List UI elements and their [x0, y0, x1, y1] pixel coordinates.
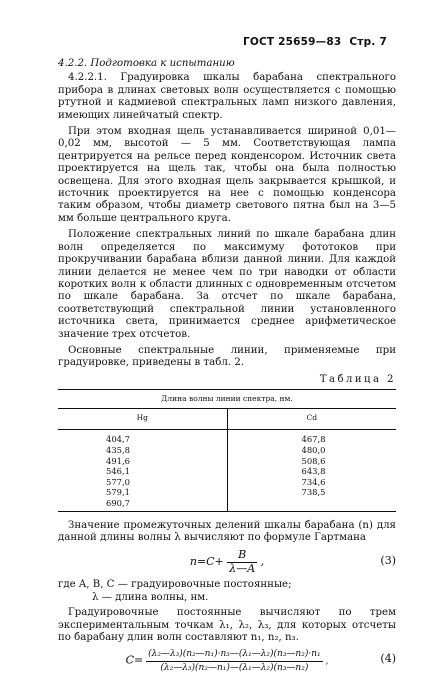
- table-cell: 690,7: [106, 497, 130, 508]
- table-cell: 480,0: [301, 444, 326, 455]
- paragraph: Градуировочные постоянные вычисляют по трем экспериментальным точкам λ₁, λ₂, λ₃, для которых отсчеты по барабану длин волн составляют n₁, n₂, n₃.: [58, 607, 396, 643]
- equation-number: (4): [380, 652, 396, 666]
- standard-number: ГОСТ 25659—83: [242, 36, 342, 48]
- paragraph: Положение спектральных линий по шкале барабана длин волн определяется по максимуму фототоков при прокручивании барабана вблизи данной линии. Для каждой линии делается не менее чем по три наводки от области коротких волн к области длинных с одновременным отсчетом по шкале барабана. За отсчет по шкале барабана, соответствующий спектральной линии установленного источника света, принимается среднее арифметическое значение трех отсчетов.: [58, 229, 396, 340]
- formula-tail: ,: [325, 656, 329, 667]
- formula-fraction: [227, 549, 257, 575]
- formula-tail: ,: [260, 555, 265, 569]
- formula-constant-c: [58, 648, 396, 672]
- fraction-numerator: (λ₂—λ₃)(n₂—n₁)·n₃—(λ₁—λ₂)(n₃—n₂)·n₁: [146, 648, 323, 661]
- wavelength-table: [58, 389, 396, 511]
- fraction-numerator: B: [227, 549, 257, 562]
- page-label: Стр.: [349, 36, 376, 48]
- definition-line: λ — длина волны, нм.: [92, 591, 209, 603]
- table-cell: 643,8: [301, 466, 326, 477]
- table-caption: Таблица 2: [319, 373, 396, 385]
- equation-number: (3): [380, 554, 396, 568]
- formula-hartmann: [58, 549, 396, 575]
- table-column-hg: [58, 409, 228, 511]
- section-title: 4.2.2. Подготовка к испытанию: [58, 58, 235, 69]
- table-column-cd: [228, 409, 397, 511]
- table-cell: 404,7: [106, 434, 130, 445]
- table-cell: 738,5: [301, 487, 326, 498]
- table-cell: 508,6: [301, 455, 326, 466]
- fraction-denominator: (λ₂—λ₃)(n₂—n₁)—(λ₁—λ₂)(n₃—n₂): [160, 662, 309, 673]
- paragraph: 4.2.2.1. Градуировка шкалы барабана спектрального прибора в длинах световых волн осуществляется с помощью ртутной и кадмиевой спектральных ламп низкого давления, имеющих линейчатый спектр.: [58, 72, 396, 121]
- page-header: [243, 36, 387, 48]
- paragraph: При этом входная щель устанавливается шириной 0,01—0,02 мм, высотой — 5 мм. Соответствующая лампа центрируется на рельсе перед конденсором. Источник света проектируется на щель так, чтобы она была полностью освещена. Для этого входная щель закрывается крышкой, и источник проектируется на нее с помощью конденсора таким образом, чтобы диаметр светового пятна был на 3—5 мм больше центрального круга.: [58, 126, 396, 224]
- column-header: Cd: [228, 409, 397, 431]
- paragraph: Значение промежуточных делений шкалы барабана (n) для данной длины волны λ вычисляют по формуле Гартмана: [58, 519, 396, 543]
- document-body: [58, 58, 396, 672]
- table-cell: 467,8: [301, 434, 326, 445]
- definition-line: где A, B, C — градуировочные постоянные;: [58, 579, 292, 591]
- formula-lhs: C=: [125, 654, 144, 668]
- table-cell: 577,0: [106, 476, 130, 487]
- table-cell: 546,1: [106, 466, 130, 477]
- table-cell: 435,8: [106, 444, 130, 455]
- definitions: [58, 579, 396, 604]
- formula-lhs: n=C+: [189, 555, 224, 569]
- table-span-header: Длина волны линии спектра, нм.: [58, 390, 396, 409]
- fraction-denominator: λ—A: [229, 561, 256, 575]
- table-cell: 579,1: [106, 487, 130, 498]
- table-cell: 734,6: [301, 476, 326, 487]
- table-cell: 491,6: [106, 455, 130, 466]
- paragraph: Основные спектральные линии, применяемые при градуировке, приведены в табл. 2.: [58, 344, 396, 369]
- formula-fraction: [146, 648, 323, 674]
- column-header: Hg: [58, 409, 227, 431]
- page-number: 7: [379, 36, 387, 48]
